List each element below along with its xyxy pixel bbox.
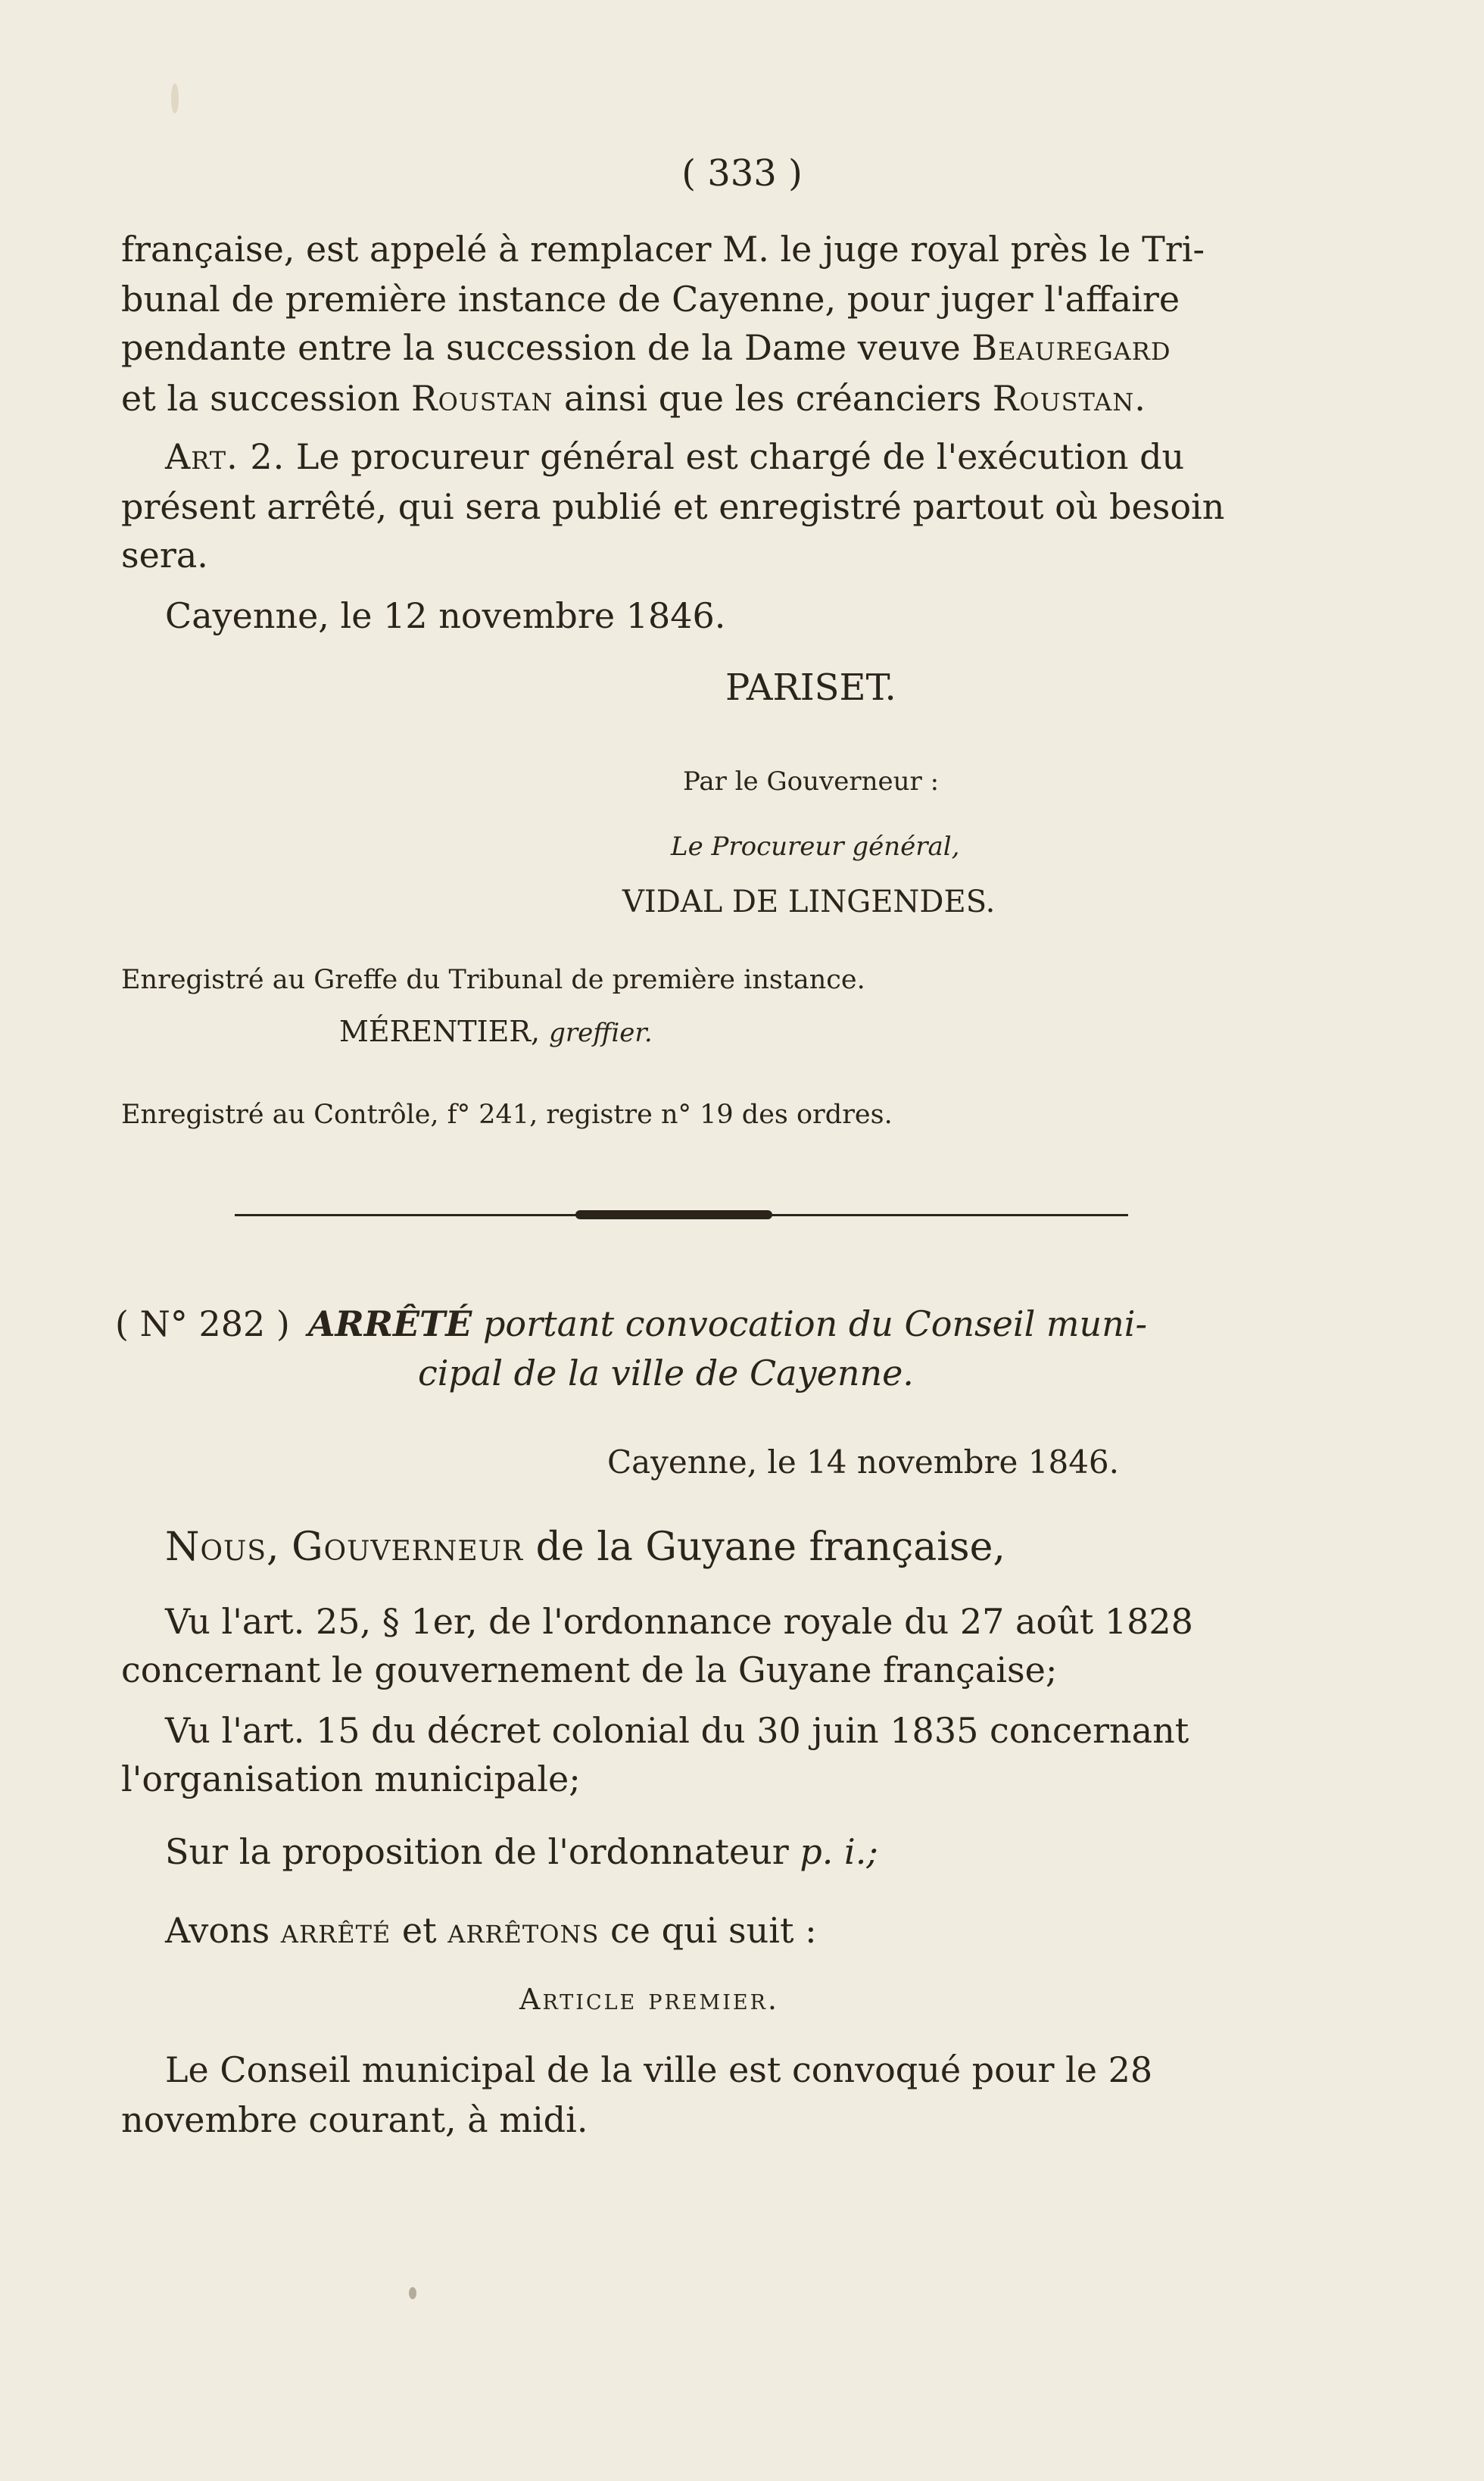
text-line: française, est appelé à remplacer M. le juge royal près le Tri- (121, 229, 1205, 270)
text-span: de la Guyane française, (523, 1524, 1005, 1570)
par-le-gouverneur: Par le Gouverneur : (683, 766, 940, 797)
greffier-title: greffier. (549, 1018, 653, 1048)
keyword: arrêté (280, 1910, 391, 1951)
text-line (121, 378, 1146, 419)
text-span: et la succession (121, 378, 411, 419)
section-title-keyword: ARRÊTÉ (307, 1303, 472, 1344)
text-line: sera. (121, 535, 208, 576)
article-label: Art. 2. (165, 436, 285, 477)
section-number: ( N° 282 ) (115, 1303, 290, 1344)
section-title: portant convocation du Conseil muni- (472, 1303, 1148, 1344)
text-line (165, 1831, 878, 1872)
text-span: Le procureur général est chargé de l'exécution du (285, 436, 1185, 477)
paper-spot (171, 83, 179, 114)
text-span: et (391, 1910, 448, 1951)
nous: Nous (165, 1524, 267, 1570)
text-span: , (267, 1524, 292, 1570)
registration-greffe: Enregistré au Greffe du Tribunal de première instance. (121, 965, 865, 995)
person-name: Beauregard (971, 327, 1171, 368)
person-name: Roustan (410, 378, 553, 419)
greffier-name: MÉRENTIER, (339, 1015, 550, 1048)
section-heading (115, 1303, 1148, 1344)
text-span-italic: p. i.; (800, 1831, 878, 1872)
keyword: arrêtons (447, 1910, 600, 1951)
signature-pariset: PARISET. (725, 666, 896, 709)
person-name: Roustan (992, 378, 1135, 419)
article-premier-heading: Article premier. (519, 1983, 779, 2016)
section-divider-swell (575, 1210, 772, 1219)
text-span: Sur la proposition de l'ordonnateur (165, 1831, 800, 1872)
nous-gouverneur (165, 1524, 1005, 1570)
gouverneur: Gouverneur (292, 1524, 524, 1570)
text-span: pendante entre la succession de la Dame veuve (121, 327, 972, 368)
text-line (121, 327, 1171, 368)
signature-vidal: VIDAL DE LINGENDES. (622, 885, 996, 919)
text-line (165, 436, 1185, 477)
text-line: novembre courant, à midi. (121, 2099, 588, 2140)
text-line: présent arrêté, qui sera publié et enregistré partout où besoin (121, 486, 1225, 527)
paper-spot (409, 2287, 416, 2299)
section-title-cont: cipal de la ville de Cayenne. (418, 1353, 914, 1393)
text-line (165, 1910, 817, 1951)
page-number: ( 333 ) (681, 152, 803, 195)
text-span: Avons (165, 1910, 281, 1951)
text-span: ainsi que les créanciers (553, 378, 993, 419)
procureur-general: Le Procureur général, (671, 832, 960, 862)
text-line: Vu l'art. 25, § 1er, de l'ordonnance royale du 27 août 1828 (165, 1601, 1193, 1642)
text-line: Le Conseil municipal de la ville est convoqué pour le 28 (165, 2049, 1153, 2090)
text-line: l'organisation municipale; (121, 1759, 581, 1799)
registration-merentier (339, 1015, 653, 1048)
text-line: bunal de première instance de Cayenne, pour juger l'affaire (121, 279, 1180, 320)
text-span: ce qui suit : (599, 1910, 817, 1951)
text-span: . (1134, 378, 1146, 419)
date-line: Cayenne, le 12 novembre 1846. (165, 595, 726, 636)
registration-controle: Enregistré au Contrôle, f° 241, registre n° 19 des ordres. (121, 1100, 893, 1130)
date-line: Cayenne, le 14 novembre 1846. (607, 1443, 1119, 1481)
text-line: concernant le gouvernement de la Guyane française; (121, 1649, 1058, 1690)
text-line: Vu l'art. 15 du décret colonial du 30 juin 1835 concernant (165, 1710, 1189, 1751)
